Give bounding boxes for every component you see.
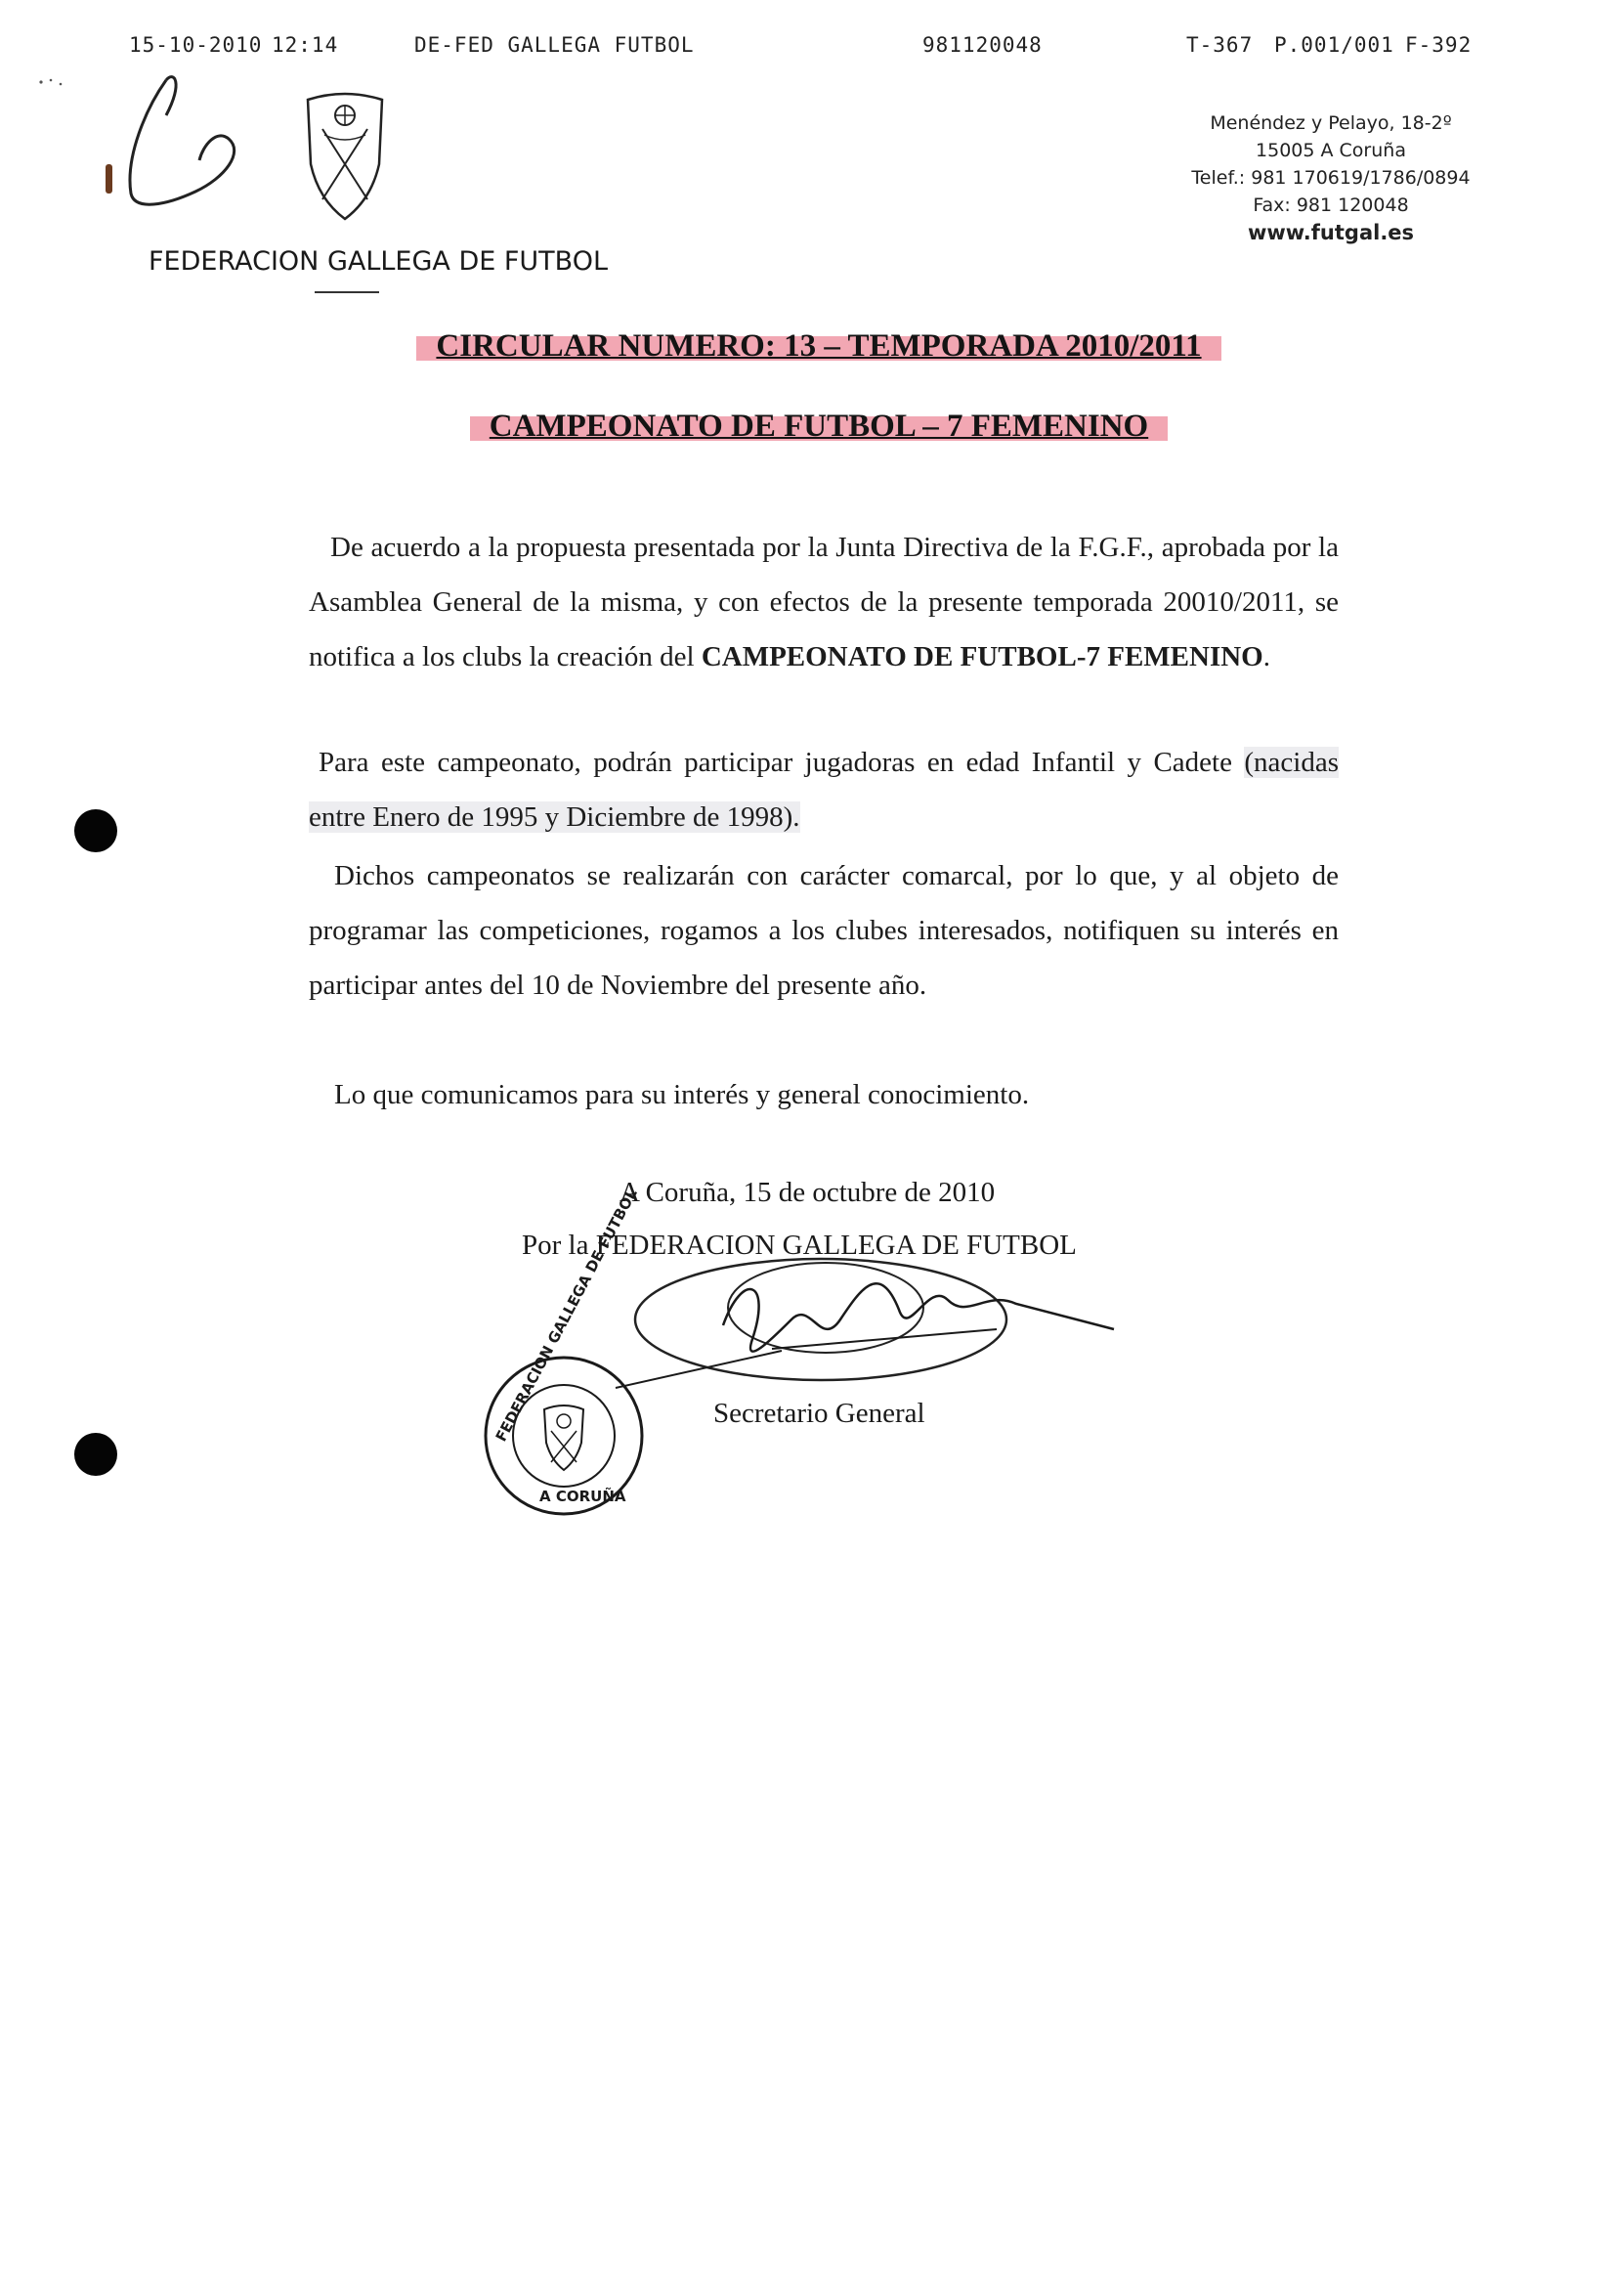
birth-range-highlight: (nacidas entre Enero de 1995 y Diciembre de 1998). (309, 747, 1339, 833)
paragraph-eligibility (309, 735, 1339, 844)
address-phone: Telef.: 981 170619/1786/0894 (1191, 167, 1471, 189)
letterhead-address (1145, 109, 1517, 246)
handwritten-mark-icon (98, 68, 254, 215)
fax-page: P.001/001 (1274, 33, 1394, 57)
fax-file: F-392 (1405, 33, 1473, 57)
circular-subtitle (14, 409, 1624, 445)
federation-crest-icon (303, 90, 387, 223)
punch-hole-lower (74, 1433, 117, 1476)
fax-sender: DE-FED GALLEGA FUTBOL (414, 33, 695, 57)
letterhead-divider (315, 291, 379, 293)
address-fax: Fax: 981 120048 (1253, 195, 1409, 216)
seal-text-top: FEDERACION GALLEGA DE FUTBOL (491, 1186, 641, 1445)
paragraph-proposal-end: . (1262, 641, 1270, 672)
fax-number: 981120048 (922, 33, 1043, 57)
paragraph-closing: Lo que comunicamos para su interés y general conocimiento. (334, 1079, 1030, 1110)
paragraph-eligibility-text: Para este campeonato, podrán participar jugadoras en edad Infantil y Cadete (319, 747, 1245, 778)
paragraph-registration: Dichos campeonatos se realizarán con carácter comarcal, por lo que, y al objeto de programar las competiciones, rogamos a los clubes interesados, notifiquen su interés en participar antes del 10 de Noviembre del presente año. (309, 860, 1339, 1001)
fax-transmission-id: T-367 (1186, 33, 1254, 57)
circular-title-text: CIRCULAR NUMERO: 13 – TEMPORADA 2010/2011 (416, 328, 1220, 364)
punch-hole-upper (74, 809, 117, 852)
address-street: Menéndez y Pelayo, 18-2º (1210, 112, 1452, 134)
place-and-date: A Coruña, 15 de octubre de 2010 (620, 1177, 996, 1208)
address-website: www.futgal.es (1247, 221, 1415, 244)
scan-speck-icon (35, 74, 74, 94)
fax-date: 15-10-2010 (129, 33, 263, 57)
fax-transmission-header (129, 33, 1473, 63)
signed-for-line: Por la FEDERACION GALLEGA DE FUTBOL (522, 1230, 1077, 1261)
address-city: 15005 A Coruña (1256, 140, 1406, 161)
circular-subtitle-text: CAMPEONATO DE FUTBOL – 7 FEMENINO (470, 409, 1168, 444)
championship-name: CAMPEONATO DE FUTBOL-7 FEMENINO (701, 641, 1263, 672)
circular-title (14, 328, 1624, 365)
seal-text-bottom: A CORUÑA (539, 1488, 626, 1505)
federation-seal-icon (481, 1186, 647, 1519)
federation-name: FEDERACION GALLEGA DE FUTBOL (149, 246, 609, 277)
paragraph-proposal (309, 520, 1339, 684)
signer-title: Secretario General (713, 1398, 925, 1429)
fax-time: 12:14 (272, 33, 339, 57)
paragraph-proposal-text: De acuerdo a la propuesta presentada por la Junta Directiva de la F.G.F., aprobada por la Asamblea General de la misma, y con efectos de la presente temporada 20010/2011, se notifica a los clubs la creación del (309, 532, 1339, 672)
